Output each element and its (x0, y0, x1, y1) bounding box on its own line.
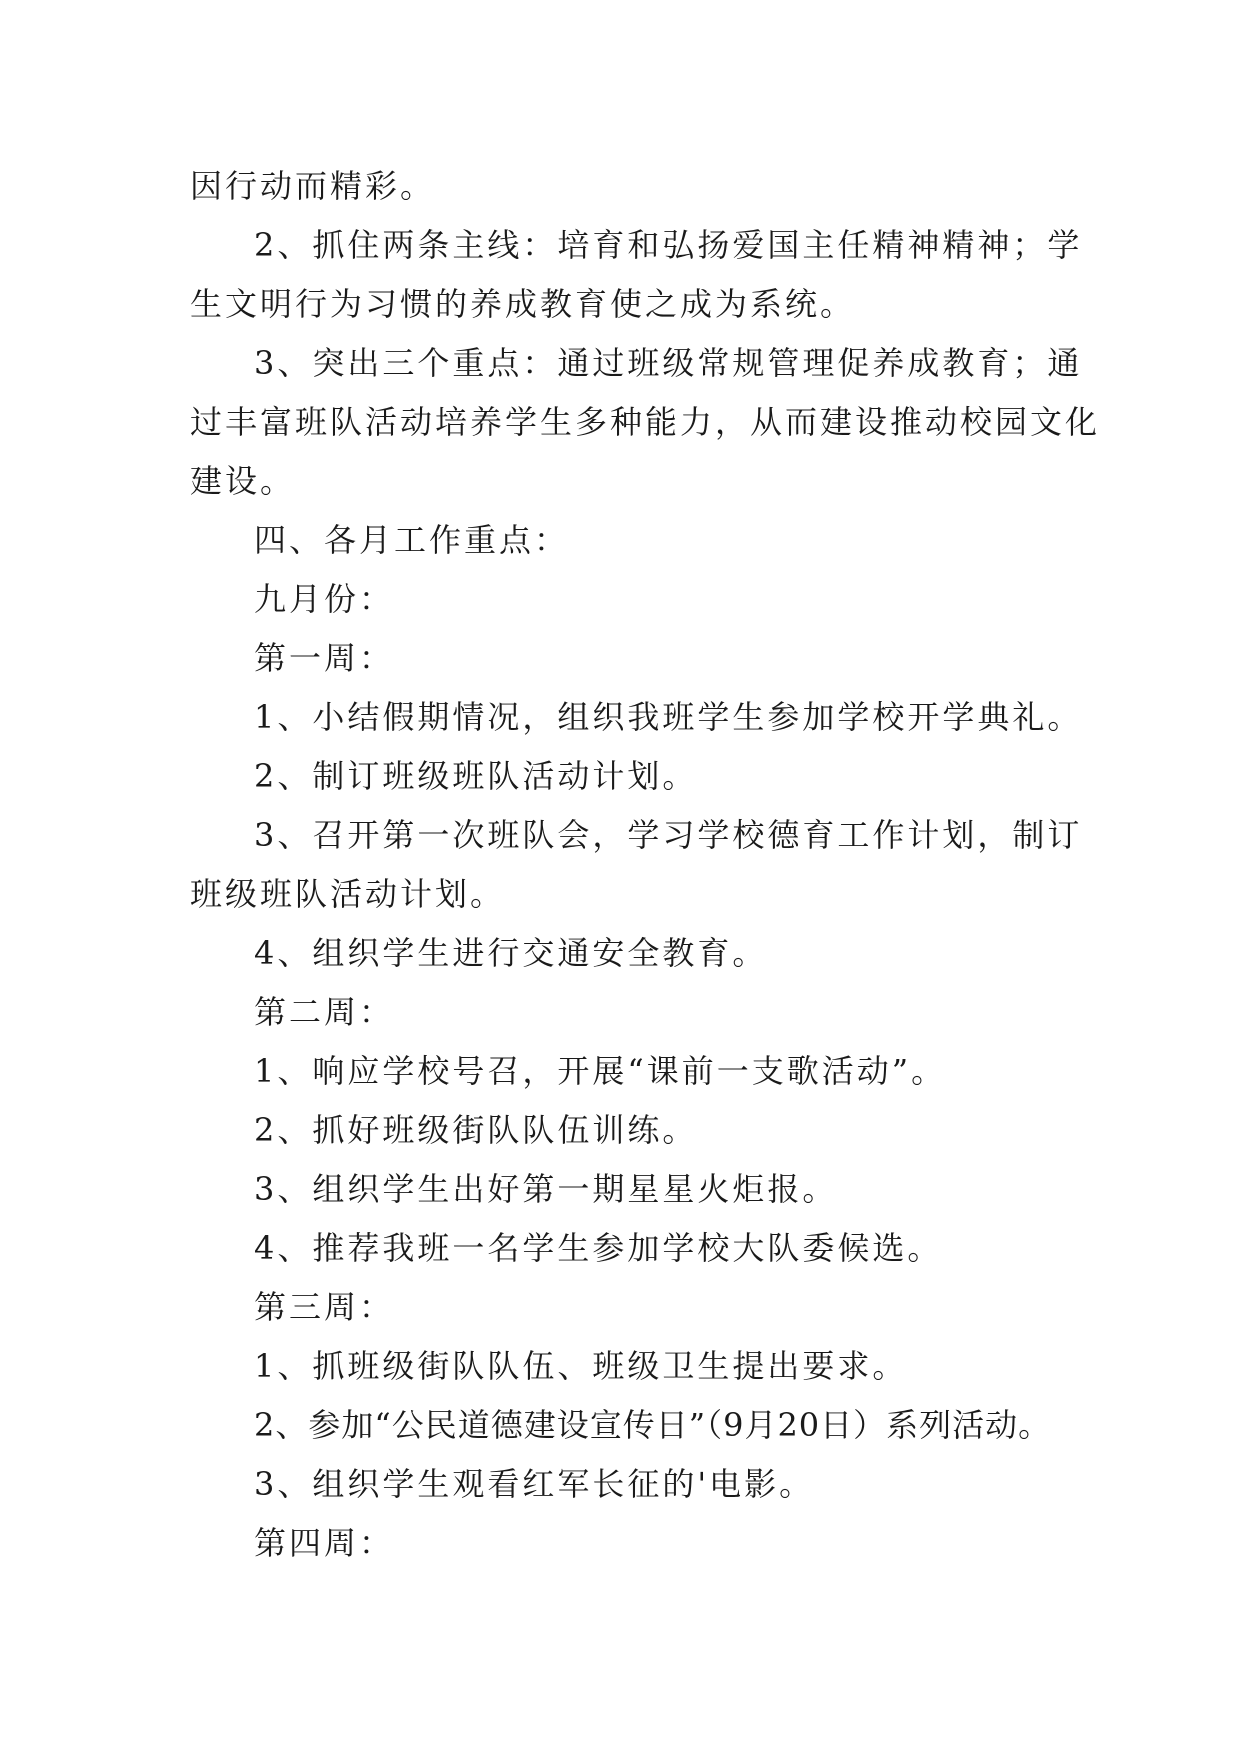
month-heading: 九月份： (254, 580, 395, 618)
week-heading: 第一周： (254, 639, 395, 677)
text-line: 建设。 (190, 462, 296, 500)
text-line: 3、组织学生观看红军长征的'电影。 (254, 1465, 815, 1503)
text-line: 3、召开第一次班队会，学习学校德育工作计划，制订 (254, 816, 1083, 854)
text-line: 因行动而精彩。 (190, 167, 436, 205)
text-line: 4、推荐我班一名学生参加学校大队委候选。 (254, 1229, 943, 1267)
text-line: 3、突出三个重点：通过班级常规管理促养成教育；通 (254, 344, 1083, 382)
text-line: 3、组织学生出好第一期星星火炬报。 (254, 1170, 838, 1208)
text-line: 2、抓好班级街队队伍训练。 (254, 1111, 698, 1149)
text-line: 1、小结假期情况，组织我班学生参加学校开学典礼。 (254, 698, 1083, 736)
text-line: 1、响应学校号召，开展“课前一支歌活动”。 (254, 1052, 947, 1090)
week-heading: 第三周： (254, 1288, 395, 1326)
text-line: 1、抓班级街队队伍、班级卫生提出要求。 (254, 1347, 908, 1385)
text-line: 4、组织学生进行交通安全教育。 (254, 934, 768, 972)
text-line: 2、制订班级班队活动计划。 (254, 757, 698, 795)
text-line: 过丰富班队活动培养学生多种能力，从而建设推动校园文化 (190, 403, 1101, 441)
text-line: 生文明行为习惯的养成教育使之成为系统。 (190, 285, 856, 323)
section-heading: 四、各月工作重点： (254, 521, 570, 559)
week-heading: 第四周： (254, 1524, 395, 1562)
text-line: 2、抓住两条主线：培育和弘扬爱国主任精神精神；学 (254, 226, 1083, 264)
week-heading: 第二周： (254, 993, 395, 1031)
text-line: 班级班队活动计划。 (190, 875, 506, 913)
text-line: 2、参加“公民道德建设宣传日”（9月20日）系列活动。 (254, 1406, 1052, 1444)
